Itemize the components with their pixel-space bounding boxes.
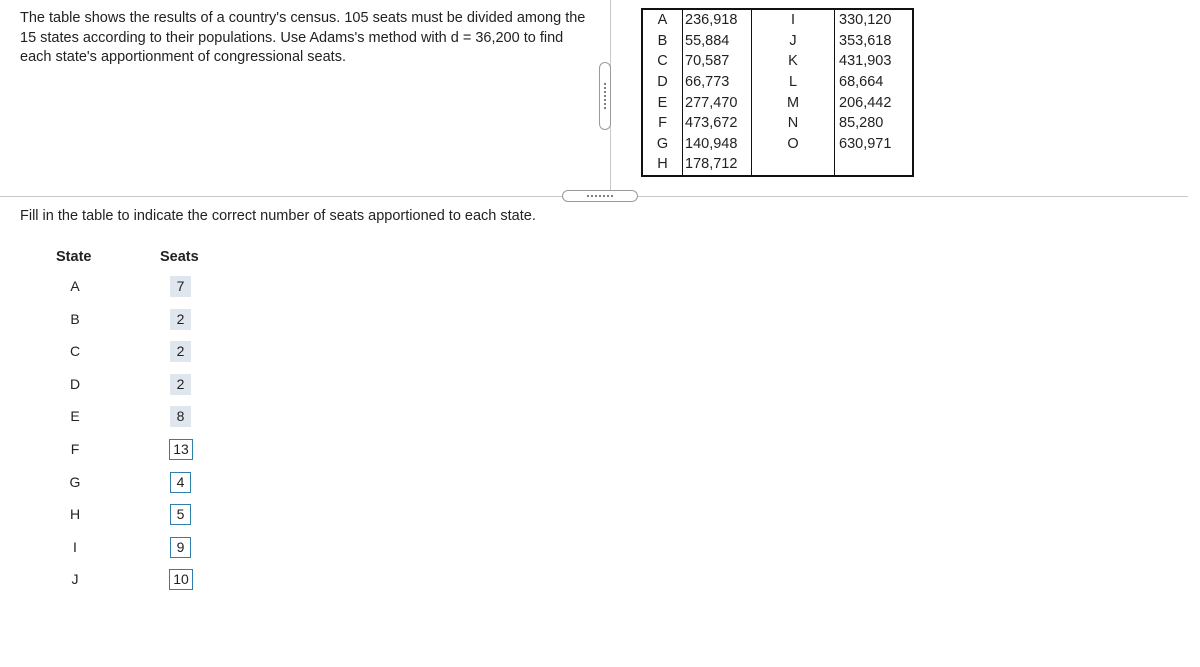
- census-population-cell: 206,442: [835, 92, 914, 113]
- answer-state-label: E: [70, 408, 80, 424]
- answer-state-label: D: [69, 376, 81, 392]
- seats-input[interactable]: 8: [170, 406, 191, 427]
- census-row: [642, 113, 913, 134]
- census-state-cell: J: [752, 31, 835, 52]
- census-population-cell: 70,587: [683, 51, 752, 72]
- census-population-cell: 140,948: [683, 134, 752, 155]
- census-population-cell: 85,280: [835, 113, 914, 134]
- answer-state-label: C: [69, 343, 81, 359]
- census-population-cell: 68,664: [835, 72, 914, 93]
- census-row: [642, 92, 913, 113]
- census-state-cell: M: [752, 92, 835, 113]
- census-population-cell: 55,884: [683, 31, 752, 52]
- seats-input[interactable]: 2: [170, 341, 191, 362]
- answer-state-label: I: [73, 539, 77, 555]
- census-empty-cell: [752, 154, 835, 176]
- census-state-cell: F: [658, 115, 667, 132]
- seats-input[interactable]: 4: [170, 472, 191, 493]
- census-population-cell: 277,470: [683, 92, 752, 113]
- census-population-cell: 66,773: [683, 72, 752, 93]
- seats-input[interactable]: 2: [170, 374, 191, 395]
- answer-state-label: J: [71, 571, 79, 587]
- seats-input[interactable]: 13: [169, 439, 193, 460]
- seats-column-header: Seats: [160, 249, 199, 265]
- census-row: [642, 154, 913, 176]
- vertical-resize-handle[interactable]: [599, 62, 611, 130]
- census-state-cell: O: [752, 134, 835, 155]
- census-row: [642, 51, 913, 72]
- census-population-cell: 178,712: [683, 154, 752, 176]
- census-state-cell: C: [657, 53, 668, 70]
- census-population-cell: 473,672: [683, 113, 752, 134]
- census-state-cell: H: [642, 154, 683, 176]
- seats-input[interactable]: 10: [169, 569, 193, 590]
- census-table: [641, 8, 914, 177]
- census-population-cell: 353,618: [835, 31, 914, 52]
- census-population-cell: 330,120: [835, 9, 914, 31]
- census-state-cell: K: [752, 51, 835, 72]
- census-state-cell: E: [657, 94, 668, 111]
- horizontal-resize-handle[interactable]: [562, 190, 638, 202]
- seats-input[interactable]: 5: [170, 504, 191, 525]
- census-row: [642, 9, 913, 31]
- answer-state-label: B: [70, 311, 80, 327]
- census-state-cell: I: [752, 9, 835, 31]
- census-row: [642, 31, 913, 52]
- instruction-text: Fill in the table to indicate the correct number of seats apportioned to each state.: [20, 208, 536, 224]
- census-state-cell: B: [657, 32, 668, 49]
- answer-state-label: G: [69, 474, 81, 490]
- census-row: [642, 134, 913, 155]
- answer-state-label: H: [69, 506, 81, 522]
- census-state-cell: L: [752, 72, 835, 93]
- census-state-cell: G: [656, 135, 669, 152]
- answer-state-label: A: [70, 278, 80, 294]
- census-state-cell: A: [657, 12, 668, 29]
- seats-input[interactable]: 2: [170, 309, 191, 330]
- seats-input[interactable]: 9: [170, 537, 191, 558]
- census-empty-cell: [835, 154, 914, 176]
- census-row: [642, 72, 913, 93]
- census-state-cell: D: [657, 74, 668, 91]
- census-population-cell: 431,903: [835, 51, 914, 72]
- question-text: The table shows the results of a country's census. 105 seats must be divided among the 15 states according to their populations. Use Adams's method with d = 36,200 to find each state's apportionment of congressional seats.: [20, 10, 586, 65]
- state-column-header: State: [56, 249, 92, 265]
- census-population-cell: 630,971: [835, 134, 914, 155]
- census-population-cell: 236,918: [683, 9, 752, 31]
- census-state-cell: N: [752, 113, 835, 134]
- answer-state-label: F: [70, 441, 80, 457]
- seats-input[interactable]: 7: [170, 276, 191, 297]
